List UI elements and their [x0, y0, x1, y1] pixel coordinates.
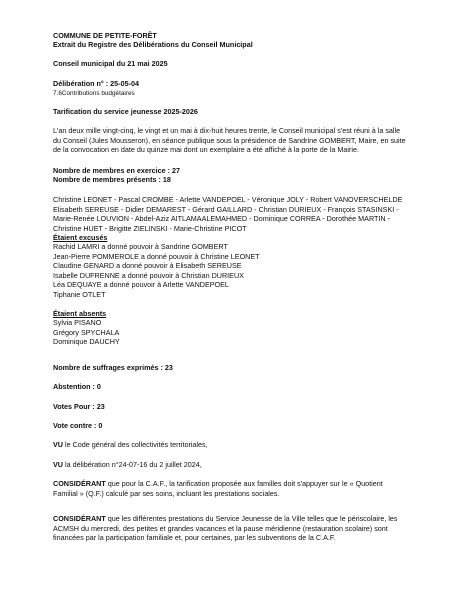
list-item: Isabelle DUFRENNE a donné pouvoir à Christian DURIEUX	[53, 270, 244, 280]
register-extract-title: Extrait du Registre des Délibérations du Conseil Municipal	[53, 40, 253, 49]
intro-paragraph: L'an deux mille vingt-cinq, le vingt et un mai à dix-huit heures trente, le Conseil municipal s'est réuni à la salle du Conseil (Jules Mousseron), en séance publique sous la présidence de Sandrine GOMBERT, Maire, en suite de la convocation en date du quinze mai dont un exemplaire a été affiché à la porte de la Mairie.	[53, 126, 406, 155]
meeting-title: Conseil municipal du 21 mai 2025	[53, 59, 168, 68]
subject-title: Tarification du service jeunesse 2025-2026	[53, 107, 198, 116]
absent-title: Étaient absents	[53, 309, 107, 318]
list-item: Claudine GENARD a donné pouvoir à Elisabeth SEREUSE	[53, 261, 242, 271]
vu-keyword: VU	[53, 440, 63, 449]
excused-list	[53, 242, 408, 300]
votes-against-count: Vote contre : 0	[53, 421, 103, 430]
suffrages-expressed: Nombre de suffrages exprimés : 23	[53, 363, 173, 372]
vu-text: le Code général des collectivités territoriales,	[63, 440, 208, 449]
members-present: Nombre de membres présents : 18	[53, 175, 171, 184]
list-item: Jean-Pierre POMMEROLE a donné pouvoir à Christine LEONET	[53, 251, 260, 261]
list-item: Dominique DAUCHY	[53, 337, 120, 347]
considerant-keyword: CONSIDÉRANT	[53, 479, 106, 488]
considerant-text: que pour la C.A.F., la tarification proposée aux familles doit s'appuyer sur le « Quotient Familial » (Q.F.) calculé par ses soins, incluant les prestations sociales.	[53, 479, 383, 498]
absent-list	[53, 318, 408, 347]
considerant-caf-paragraph	[53, 479, 408, 498]
deliberation-number: Délibération n° : 25-05-04	[53, 79, 139, 88]
excused-title: Étaient excusés	[53, 233, 108, 242]
commune-name: COMMUNE DE PETITE-FORÊT	[53, 31, 157, 40]
present-members-list: Christine LEONET - Pascal CROMBE - Arlette VANDEPOEL - Véronique JOLY - Robert VANOVERSCHELDE Elisabeth SEREUSE - Didier DEMAREST - Gérard GAILLARD - Christian DURIEUX - François STASINSKI - Marie-Renée LOUVION - Abdel-Aziz AITLAMAALEMAHMED - Dominique CORREA - Dorothée MARTIN - Christine HUET - Brigitte ZIELINSKI - Marie-Christine PICOT	[53, 195, 403, 233]
list-item: Rachid LAMRI a donné pouvoir à Sandrine GOMBERT	[53, 242, 228, 251]
vu-deliberation-line	[53, 460, 408, 470]
considerant-text: que les différentes prestations du Service Jeunesse de la Ville telles que le périscolaire, les ACMSH du mercredi, des petites et grandes vacances et la pause méridienne (restauration scolaire) sont financées par la participation familiale et, pour certaines, par les subventions de la C.A.F.	[53, 514, 398, 543]
members-in-office: Nombre de membres en exercice : 27	[53, 166, 181, 175]
list-item: Sylvia PISANO	[53, 318, 102, 327]
list-item: Léa DEQUAYE a donné pouvoir à Arlette VANDEPOEL	[53, 280, 229, 290]
abstention-count: Abstention : 0	[53, 382, 101, 391]
considerant-prestations-paragraph	[53, 514, 408, 543]
deliberation-category: 7.6Contributions budgétaires	[53, 90, 135, 97]
list-item: Grégory SPYCHALA	[53, 327, 120, 337]
vu-code-line	[53, 440, 408, 450]
votes-for-count: Votes Pour : 23	[53, 402, 105, 411]
vu-keyword: VU	[53, 460, 63, 469]
considerant-keyword: CONSIDÉRANT	[53, 514, 106, 523]
list-item: Tiphanie OTLET	[53, 289, 106, 299]
vu-text: la délibération n°24-07-16 du 2 juillet 2024,	[63, 460, 202, 469]
